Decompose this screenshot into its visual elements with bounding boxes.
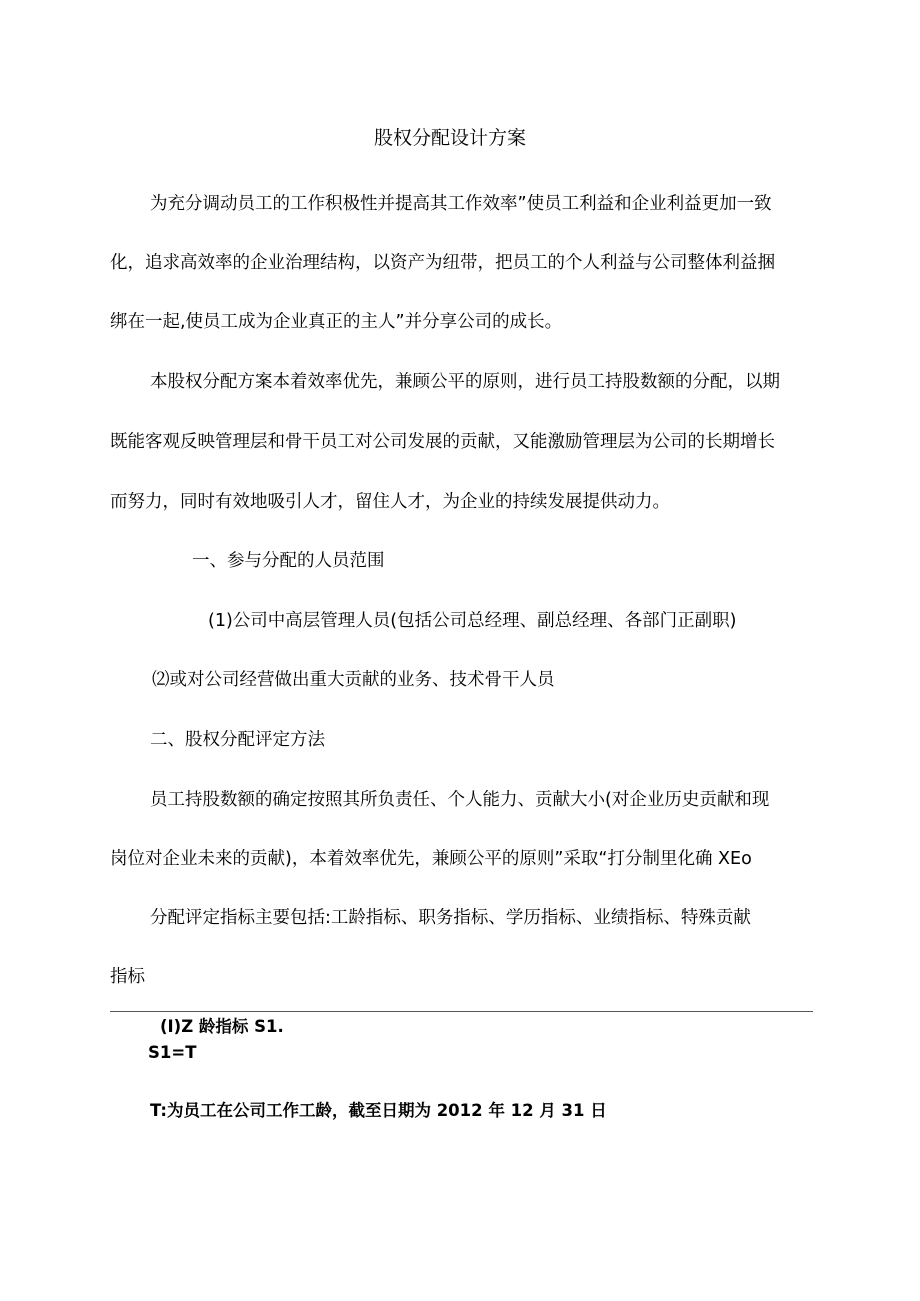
principle-paragraph-line: 既能客观反映管理层和骨干员工对公司发展的贡献，又能激励管理层为公司的长期增长 (110, 432, 775, 452)
footnote-heading: (I)Z 龄指标 S1. (160, 1017, 284, 1036)
section-heading: 二、股权分配评定方法 (150, 730, 325, 750)
footnote-formula: S1=T (148, 1043, 197, 1062)
footnote-definition: T:为员工在公司工作工龄，截至日期为 2012 年 12 月 31 日 (150, 1101, 607, 1120)
intro-paragraph-line: 为充分调动员工的工作积极性并提高其工作效率”使员工利益和企业利益更加一致 (150, 194, 772, 214)
principle-paragraph-line: 而努力，同时有效地吸引人才，留住人才，为企业的持续发展提供动力。 (110, 492, 670, 512)
indicators-paragraph-line: 分配评定指标主要包括:工龄指标、职务指标、学历指标、业绩指标、特殊贡献 (150, 908, 751, 928)
intro-paragraph-line: 绑在一起,使员工成为企业真正的主人”并分享公司的成长。 (110, 312, 563, 332)
page-title: 股权分配设计方案 (374, 127, 527, 149)
indicators-paragraph-line: 指标 (110, 967, 145, 987)
intro-paragraph-line: 化，追求高效率的企业治理结构，以资产为纽带，把员工的个人利益与公司整体利益捆 (110, 253, 775, 273)
footnote-divider (110, 1011, 813, 1012)
method-paragraph-line: 员工持股数额的确定按照其所负责任、个人能力、贡献大小(对企业历史贡献和现 (150, 790, 770, 810)
list-item: (1)公司中高层管理人员(包括公司总经理、副总经理、各部门正副职) (208, 611, 737, 631)
list-item: ⑵或对公司经营做出重大贡献的业务、技术骨干人员 (152, 670, 555, 690)
principle-paragraph-line: 本股权分配方案本着效率优先，兼顾公平的原则，进行员工持股数额的分配，以期 (150, 372, 780, 392)
method-paragraph-line: 岗位对企业未来的贡献)，本着效率优先，兼顾公平的原则”采取“打分制里化确 XEo (110, 849, 752, 869)
section-heading: 一、参与分配的人员范围 (192, 551, 385, 571)
